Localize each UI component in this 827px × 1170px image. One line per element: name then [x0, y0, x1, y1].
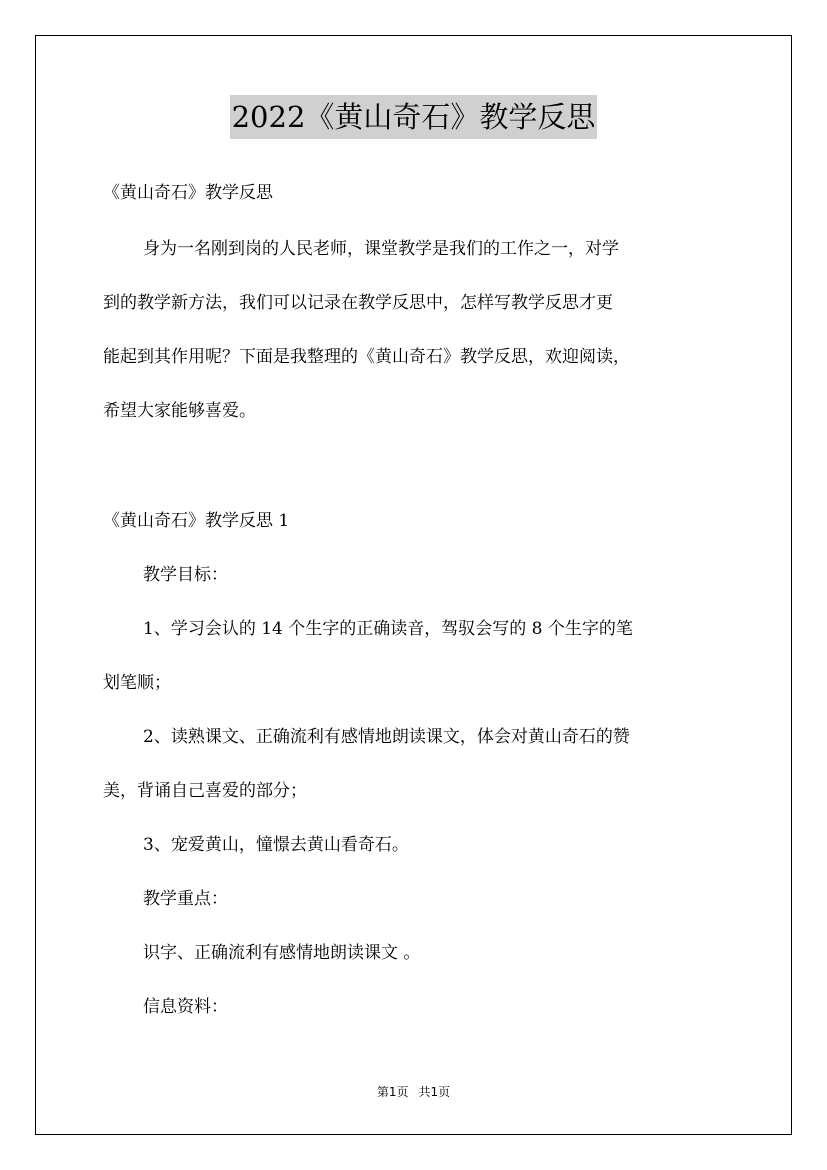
goal-1-line-2: 划笔顺； [103, 673, 171, 693]
goals-heading: 教学目标： [143, 565, 228, 585]
document-title: 2022《黄山奇石》教学反思 [230, 95, 598, 139]
page-footer [0, 1083, 827, 1101]
focus-heading: 教学重点： [143, 889, 228, 909]
goal-1-line-1: 1、学习会认的 14 个生字的正确读音，驾驭会写的 8 个生字的笔 [143, 619, 633, 639]
section-title: 《黄山奇石》教学反思 1 [103, 511, 290, 531]
page-number: 第1页 [376, 1085, 409, 1099]
goal-3: 3、宠爱黄山，憧憬去黄山看奇石。 [143, 835, 409, 855]
intro-line-4: 希望大家能够喜爱。 [103, 401, 256, 421]
intro-line-2: 到的教学新方法，我们可以记录在教学反思中，怎样写教学反思才更 [103, 293, 613, 313]
page-total: 共1页 [418, 1085, 451, 1099]
goal-2-line-1: 2、读熟课文、正确流利有感情地朗读课文，体会对黄山奇石的赞 [143, 727, 630, 747]
title-wrap [0, 95, 827, 139]
goal-2-line-2: 美，背诵自己喜爱的部分； [103, 781, 307, 801]
focus-text: 识字、正确流利有感情地朗读课文 。 [143, 943, 421, 963]
info-heading: 信息资料： [143, 997, 228, 1017]
intro-line-3: 能起到其作用呢？下面是我整理的《黄山奇石》教学反思，欢迎阅读， [103, 347, 630, 367]
intro-line-1: 身为一名刚到岗的人民老师，课堂教学是我们的工作之一，对学 [143, 239, 619, 259]
document-subtitle: 《黄山奇石》教学反思 [103, 183, 273, 203]
